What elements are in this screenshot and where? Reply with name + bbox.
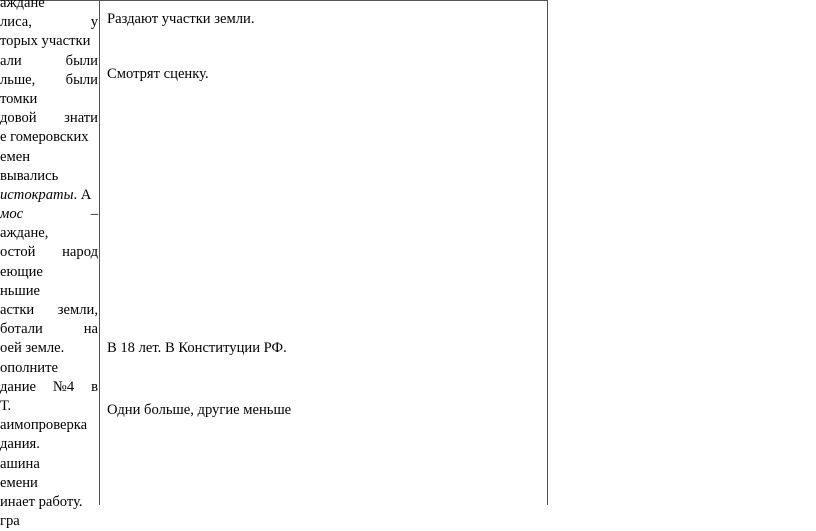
text-line: ньшие [0, 282, 40, 299]
text-line: довой знати [0, 110, 98, 127]
text-line: лиса, у [0, 14, 98, 31]
text-line: льше, были [0, 71, 98, 88]
text-line: емени [0, 474, 38, 491]
text-line: остой народ [0, 244, 98, 261]
answer-text-3: В 18 лет. В Конституции РФ. [107, 340, 287, 356]
table-column-divider [99, 0, 100, 505]
text-line: гра [0, 513, 20, 530]
table-right-border [547, 0, 548, 505]
text-line: торых участки [0, 33, 91, 50]
answer-text-1: Раздают участки земли. [107, 11, 255, 27]
text-line: емен [0, 148, 30, 165]
text-line: аимопроверка [0, 417, 88, 434]
text-line: ботали на [0, 321, 98, 338]
text-line: аждане [0, 0, 45, 11]
text-line: Т. [0, 397, 12, 414]
text-line: ополните [0, 359, 58, 376]
text-line: еющие [0, 263, 43, 280]
text-line: дание №4 в [0, 378, 98, 395]
text-line: дания. [0, 436, 40, 453]
table-cell-left [0, 0, 98, 531]
answer-text-4: Одни больше, другие меньше [107, 402, 292, 418]
text-line: али были [0, 52, 98, 69]
text-line: оей земле. [0, 340, 65, 357]
text-line: ашина [0, 455, 40, 472]
text-line: истократы. А [0, 186, 92, 203]
text-line: томки [0, 90, 38, 107]
text-line: аждане, [0, 225, 49, 242]
text-line: е гомеровских [0, 129, 89, 146]
text-line: мос – [0, 206, 98, 223]
text-line: вывались [0, 167, 59, 184]
text-line: инает работу. [0, 493, 83, 510]
text-line: астки земли, [0, 302, 98, 318]
answer-text-2: Смотрят сценку. [107, 66, 209, 82]
